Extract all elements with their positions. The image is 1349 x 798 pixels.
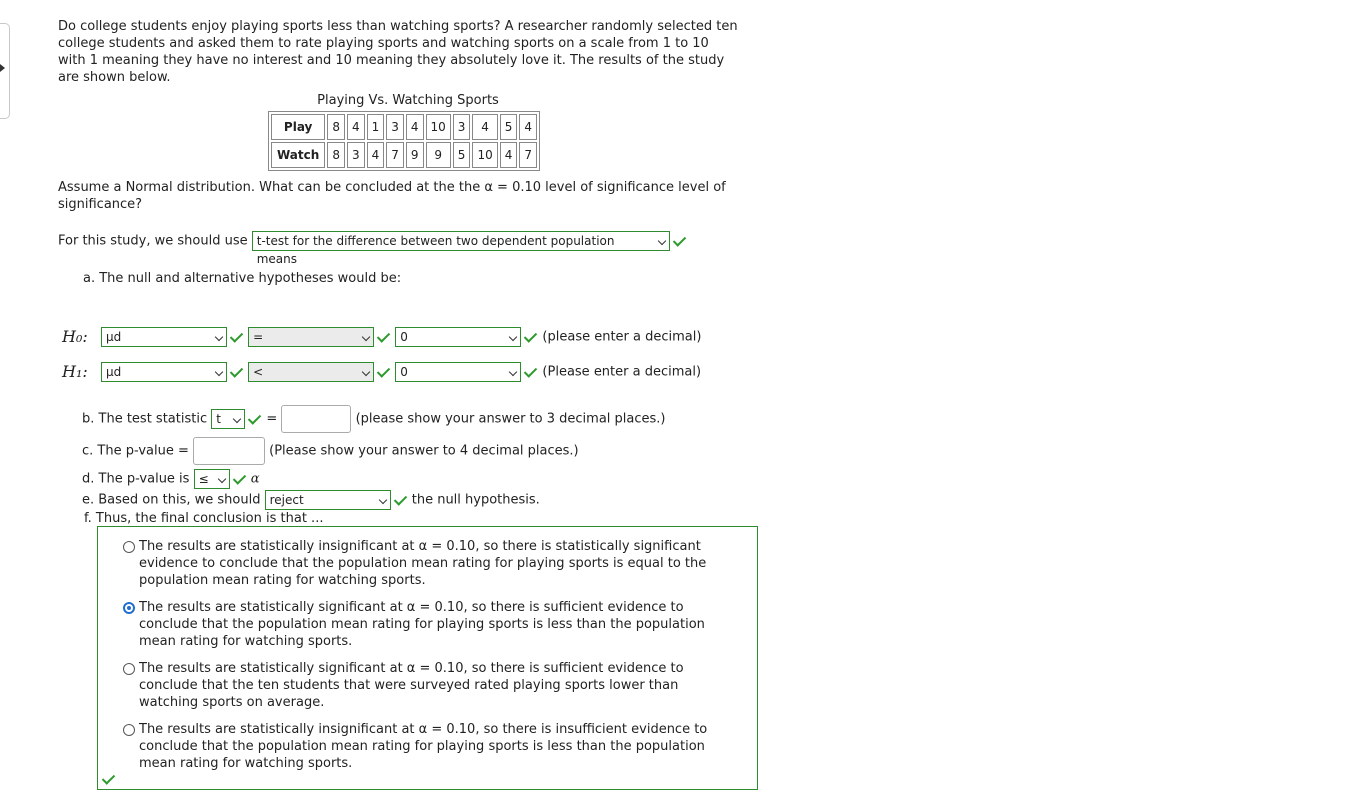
check-icon [232,471,245,484]
h0-hint: (please enter a decimal) [542,329,702,345]
chevron-down-icon [215,333,223,341]
table-title: Playing Vs. Watching Sports [317,93,499,108]
conclusion-option-1[interactable] [123,538,735,589]
h1-label: H₁: [62,362,88,381]
h1-value-select[interactable] [395,362,521,382]
alpha-symbol: α [250,471,260,487]
table-cell: 4 [347,114,365,140]
table-row [271,142,537,168]
part-d-row [82,469,260,489]
table-cell: 4 [519,114,537,140]
check-icon [524,364,537,377]
part-e-label: e. Based on this, we should [82,492,261,508]
radio-button[interactable] [123,663,135,675]
table-cell: 7 [386,142,404,168]
expand-arrow-icon[interactable] [0,64,5,72]
option-text: The results are statistically insignificant at α = 0.10, so there is insufficient evidence to conclude that the population mean rating for playing sports is less than the population mean rating for watching sports. [139,722,708,771]
assumption-text: Assume a Normal distribution. What can be concluded at the the α = 0.10 level of significance level of significance? [58,180,726,212]
test-type-value: t-test for the difference between two dependent population means [256,234,615,266]
study-label: For this study, we should use [58,233,248,249]
option-text: The results are statistically significant at α = 0.10, so there is sufficient evidence to conclude that the ten students that were surveyed rated playing sports lower than watching sports on average. [139,661,684,710]
chevron-down-icon [378,496,386,504]
part-b-row [82,405,665,433]
h0-value-select[interactable] [395,327,521,347]
table-cell: 9 [406,142,424,168]
study-row [58,231,687,266]
part-a-label: a. The null and alternative hypotheses would be: [83,271,402,286]
table-cell: 10 [472,142,497,168]
part-e-suffix: the null hypothesis. [411,492,540,508]
row-header-play: Play [271,114,325,140]
test-statistic-input[interactable] [281,405,351,433]
part-c-label: c. The p-value = [82,443,189,459]
table-cell: 3 [347,142,365,168]
check-icon [230,364,243,377]
table-cell: 3 [453,114,471,140]
table-cell: 9 [426,142,451,168]
chevron-down-icon [362,368,370,376]
chevron-down-icon [215,368,223,376]
h0-label: H₀: [62,327,88,346]
chevron-down-icon [657,237,665,245]
part-e-row [82,490,540,510]
check-icon [524,329,537,342]
part-d-label: d. The p-value is [82,471,190,487]
conclusion-options [97,526,758,790]
chevron-down-icon [362,333,370,341]
check-icon [377,329,390,342]
h1-operator-value: < [253,365,264,379]
part-b-hint: (please show your answer to 3 decimal places.) [355,411,666,427]
table-cell: 4 [367,142,385,168]
table-cell: 4 [472,114,497,140]
table-cell: 10 [426,114,451,140]
check-icon [377,364,390,377]
h1-param-value: μd [106,365,122,379]
part-c-row [82,437,579,465]
radio-button[interactable] [123,724,135,736]
p-value-relation-select[interactable] [194,469,230,489]
part-c-hint: (Please show your answer to 4 decimal places.) [269,443,579,459]
option-text: The results are statistically insignificant at α = 0.10, so there is statistically significant evidence to conclude that the population mean rating for playing sports is equal to the population mean rating for watching sports. [139,539,707,588]
h0-param-value: μd [106,330,122,344]
check-icon [393,492,406,505]
decision-value: reject [269,493,304,507]
option-text: The results are statistically significant at α = 0.10, so there is sufficient evidence to conclude that the population mean rating for playing sports is less than the population mean rating for watching sports. [139,600,705,649]
p-value-input[interactable] [193,437,265,465]
table-cell: 3 [386,114,404,140]
p-value-relation-value: ≤ [198,472,209,486]
chevron-down-icon [233,415,241,423]
table-cell: 1 [367,114,385,140]
question-prompt: Do college students enjoy playing sports less than watching sports? A researcher randomly selected ten college students and asked them to rate playing sports and watching sports on a scale from 1 to 10 with 1 meaning they have no interest and 10 meaning they absolutely love it. The results of the study are shown below. [58,19,738,85]
test-type-select[interactable] [252,231,670,266]
h0-param-select[interactable] [101,327,227,347]
part-b-label: b. The test statistic [82,411,208,427]
row-header-watch: Watch [271,142,325,168]
conclusion-option-3[interactable] [123,660,735,711]
part-f-label: f. Thus, the final conclusion is that ... [84,511,324,526]
check-icon [230,329,243,342]
radio-button[interactable] [123,541,135,553]
table-cell: 4 [406,114,424,140]
radio-button-selected[interactable] [123,602,135,614]
equals-sign: = [266,411,278,427]
table-cell: 7 [519,142,537,168]
h0-operator-select[interactable] [248,327,374,347]
test-statistic-select[interactable] [211,409,245,429]
h0-row [101,327,701,347]
h1-value: 0 [400,365,408,379]
h0-value: 0 [400,330,408,344]
test-statistic-value: t [216,412,221,426]
check-icon [248,411,261,424]
check-icon [102,771,115,784]
conclusion-option-2[interactable] [123,599,735,650]
h1-hint: (Please enter a decimal) [542,364,702,380]
h1-param-select[interactable] [101,362,227,382]
table-cell: 4 [500,142,518,168]
h1-operator-select[interactable] [248,362,374,382]
conclusion-option-4[interactable] [123,721,735,772]
table-cell: 8 [327,142,345,168]
h0-operator-value: = [253,330,264,344]
data-table [268,111,540,171]
chevron-down-icon [509,333,517,341]
table-cell: 5 [500,114,518,140]
table-cell: 8 [327,114,345,140]
decision-select[interactable] [265,490,391,510]
table-cell: 5 [453,142,471,168]
chevron-down-icon [509,368,517,376]
h1-row [101,362,701,382]
chevron-down-icon [217,475,225,483]
check-icon [673,233,686,246]
table-row [271,114,537,140]
